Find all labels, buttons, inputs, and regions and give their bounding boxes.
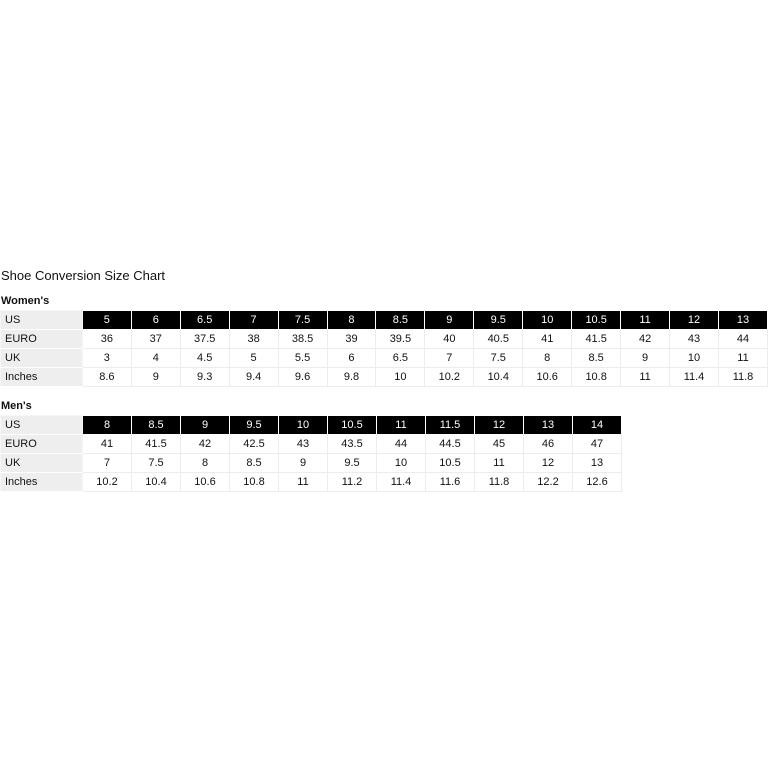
size-cell: 10.6	[523, 368, 572, 387]
size-cell: 6	[327, 349, 376, 368]
size-cell: 10.4	[132, 473, 181, 492]
mens-size-table	[0, 415, 622, 492]
size-cell: 44	[377, 435, 426, 454]
size-cell: 10	[377, 454, 426, 473]
size-cell: 40	[425, 330, 474, 349]
size-cell: 7.5	[132, 454, 181, 473]
row-label: EURO	[1, 330, 83, 349]
mens-section	[0, 399, 622, 492]
size-cell: 42	[621, 330, 670, 349]
size-cell: 41	[523, 330, 572, 349]
size-cell: 11	[377, 416, 426, 435]
size-cell: 10.4	[474, 368, 523, 387]
womens-inches-row	[1, 368, 768, 387]
size-cell: 38	[229, 330, 278, 349]
womens-euro-row	[1, 330, 768, 349]
size-cell: 10.2	[83, 473, 132, 492]
mens-inches-row	[1, 473, 622, 492]
size-cell: 7	[229, 311, 278, 330]
size-cell: 9	[425, 311, 474, 330]
size-cell: 10	[670, 349, 719, 368]
size-cell: 9.8	[327, 368, 376, 387]
size-cell: 41	[83, 435, 132, 454]
size-cell: 7.5	[474, 349, 523, 368]
size-cell: 10.8	[230, 473, 279, 492]
size-cell: 11.2	[328, 473, 377, 492]
size-cell: 11	[621, 311, 670, 330]
size-cell: 8.6	[82, 368, 131, 387]
size-cell: 8.5	[132, 416, 181, 435]
size-cell: 42.5	[230, 435, 279, 454]
size-cell: 10.6	[181, 473, 230, 492]
size-cell: 44.5	[426, 435, 475, 454]
size-cell: 46	[524, 435, 573, 454]
size-cell: 12	[475, 416, 524, 435]
size-cell: 8	[327, 311, 376, 330]
size-cell: 8	[181, 454, 230, 473]
womens-section	[0, 294, 768, 387]
mens-euro-row	[1, 435, 622, 454]
womens-us-row	[1, 311, 768, 330]
size-cell: 11.8	[718, 368, 767, 387]
size-cell: 11	[718, 349, 767, 368]
size-cell: 13	[524, 416, 573, 435]
size-cell: 7	[425, 349, 474, 368]
size-cell: 6	[131, 311, 180, 330]
size-cell: 9.5	[230, 416, 279, 435]
size-cell: 10.5	[328, 416, 377, 435]
mens-section-label: Men's	[1, 400, 32, 412]
size-cell: 13	[573, 454, 622, 473]
size-cell: 6.5	[180, 311, 229, 330]
size-cell: 8.5	[572, 349, 621, 368]
size-cell: 10	[376, 368, 425, 387]
size-cell: 37.5	[180, 330, 229, 349]
size-cell: 8.5	[230, 454, 279, 473]
size-cell: 10	[523, 311, 572, 330]
size-cell: 10.2	[425, 368, 474, 387]
size-cell: 9	[181, 416, 230, 435]
size-cell: 12.6	[573, 473, 622, 492]
size-cell: 38.5	[278, 330, 327, 349]
size-cell: 9.5	[328, 454, 377, 473]
size-cell: 11	[475, 454, 524, 473]
size-cell: 9	[621, 349, 670, 368]
size-cell: 5.5	[278, 349, 327, 368]
size-cell: 43.5	[328, 435, 377, 454]
size-cell: 39	[327, 330, 376, 349]
size-cell: 43	[279, 435, 328, 454]
size-cell: 4	[131, 349, 180, 368]
size-cell: 9.5	[474, 311, 523, 330]
size-cell: 37	[131, 330, 180, 349]
size-cell: 12.2	[524, 473, 573, 492]
size-cell: 5	[229, 349, 278, 368]
size-cell: 12	[670, 311, 719, 330]
size-cell: 45	[475, 435, 524, 454]
size-cell: 10.8	[572, 368, 621, 387]
size-cell: 44	[718, 330, 767, 349]
size-cell: 13	[718, 311, 767, 330]
size-cell: 11.5	[426, 416, 475, 435]
size-cell: 12	[524, 454, 573, 473]
row-label: UK	[1, 349, 83, 368]
size-cell: 3	[82, 349, 131, 368]
size-cell: 14	[573, 416, 622, 435]
row-label: EURO	[1, 435, 83, 454]
size-cell: 9	[131, 368, 180, 387]
size-cell: 8.5	[376, 311, 425, 330]
size-cell: 11	[279, 473, 328, 492]
size-cell: 47	[573, 435, 622, 454]
size-cell: 9.4	[229, 368, 278, 387]
size-cell: 4.5	[180, 349, 229, 368]
size-cell: 9.6	[278, 368, 327, 387]
womens-size-table	[0, 310, 768, 387]
size-cell: 8	[83, 416, 132, 435]
size-cell: 41.5	[132, 435, 181, 454]
size-cell: 40.5	[474, 330, 523, 349]
size-cell: 11.4	[670, 368, 719, 387]
size-cell: 11	[621, 368, 670, 387]
size-cell: 42	[181, 435, 230, 454]
size-cell: 10.5	[426, 454, 475, 473]
womens-section-label: Women's	[1, 295, 50, 307]
size-cell: 41.5	[572, 330, 621, 349]
size-cell: 8	[523, 349, 572, 368]
size-cell: 7	[83, 454, 132, 473]
size-cell: 39.5	[376, 330, 425, 349]
size-cell: 11.4	[377, 473, 426, 492]
size-cell: 11.6	[426, 473, 475, 492]
womens-uk-row	[1, 349, 768, 368]
size-cell: 11.8	[475, 473, 524, 492]
row-label: UK	[1, 454, 83, 473]
size-cell: 5	[82, 311, 131, 330]
page-title: Shoe Conversion Size Chart	[1, 268, 166, 283]
row-label: Inches	[1, 368, 83, 387]
size-cell: 10	[279, 416, 328, 435]
size-cell: 10.5	[572, 311, 621, 330]
size-cell: 9.3	[180, 368, 229, 387]
mens-us-row	[1, 416, 622, 435]
size-cell: 36	[82, 330, 131, 349]
size-cell: 43	[670, 330, 719, 349]
row-label: US	[1, 311, 83, 330]
size-cell: 7.5	[278, 311, 327, 330]
size-cell: 9	[279, 454, 328, 473]
mens-uk-row	[1, 454, 622, 473]
size-cell: 6.5	[376, 349, 425, 368]
row-label: Inches	[1, 473, 83, 492]
row-label: US	[1, 416, 83, 435]
